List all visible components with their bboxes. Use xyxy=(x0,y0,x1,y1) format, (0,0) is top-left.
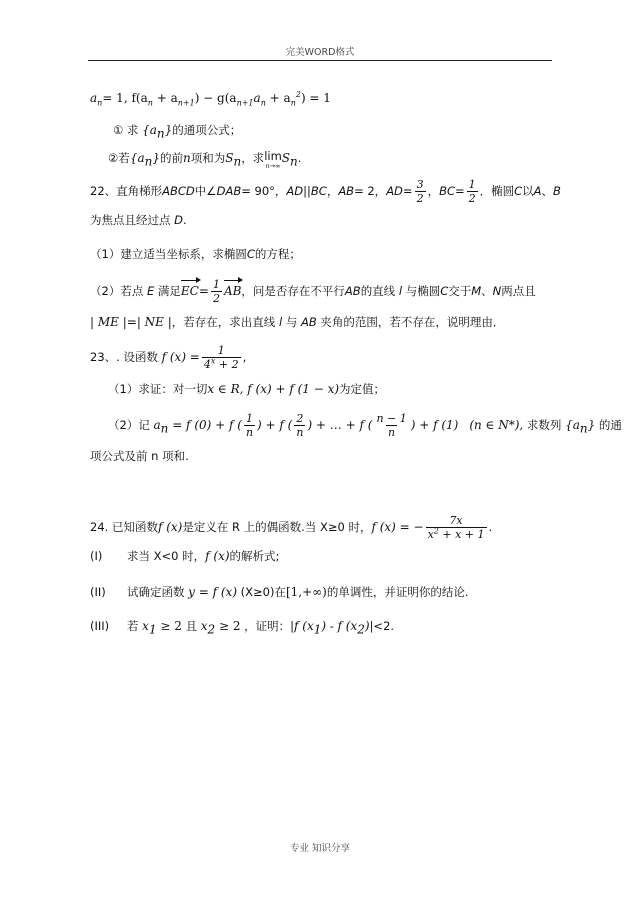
q23-part-1: （1）求证：对一切x ∈ R, f (x) + f (1 − x)为定值； xyxy=(108,382,386,396)
q22-part-2: （2）若点 E 满足EC= $\frac{1}{2}$ AB，问是否存在不平行AB的直线 l 与椭圆C交于M、N两点且 xyxy=(90,278,536,305)
fraction-1-over-4x-plus-2: $\frac{1}{4^x + 2}$ xyxy=(203,344,239,371)
q23-part-2-cont: 项公式及前 n 项和. xyxy=(90,449,189,463)
q24-part-ii: (II) xyxy=(90,585,106,599)
q22-statement: 22、直角梯形ABCD中∠DAB= 90°，AD||BC，AB= 2，AD= $\frac{3}{2}$ ，BC= $\frac{1}{2}$ ．椭圆C以A、B xyxy=(90,178,561,205)
header-rule xyxy=(88,60,552,61)
vector-ec: EC xyxy=(181,281,199,299)
fraction-3-2: $\frac{3}{2}$ xyxy=(416,178,424,205)
q23-part-2: （2）记 $a_n = f$ (0) + f ( $\frac{1}{n}$ ) + f ( $\frac{2}{n}$ ) + … + f ( $\frac{n - 1}{n}$ ) + f (1) (n ∈ N*), 求数列 $\{a_n\}$ 的通 xyxy=(108,412,622,439)
q24-statement: 24. 已知函数f (x)是定义在 R 上的偶函数.当 X≥0 时，f (x) = − $\frac{7x}{x^2 + x + 1}$ . xyxy=(90,514,493,541)
q24-part-i-text: 求当 X<0 时，f (x)的解析式; xyxy=(127,549,280,563)
q23-statement: 23、. 设函数 f (x) = $\frac{1}{4^x + 2}$ , xyxy=(90,344,247,371)
q24-part-iii-text: 若 $x_1 \ge 2$ 且 $x_2 \ge 2$ ，证明：|f $(x_1)$ - f $(x_2)|<2$. xyxy=(127,619,395,637)
q21-condition: $a_n= 1$, $f(a_n + a_{n+1}) - g(a_{n+1}a_n + a_n^2) = 1$ xyxy=(90,90,331,108)
q22-part-2-cont: | ME |=| NE |，若存在，求出直线 l 与 AB 夹角的范围，若不存在，说明理由． xyxy=(90,315,505,329)
q22-statement-cont: 为焦点且经过点 D. xyxy=(90,213,187,227)
fraction-7x: $\frac{7x}{x^2 + x + 1}$ xyxy=(427,514,485,541)
q24-part-ii-text: 试确定函数 y = f (x) (X≥0)在[1,+∞)的单调性，并证明你的结论. xyxy=(127,585,469,599)
q21-part-2: ②若$\{a_n\}$的前n项和为$S_n$，求 lim n→∞ $S_n$. xyxy=(108,149,302,170)
page-footer: 专业 知识分享 xyxy=(289,843,351,854)
q24-part-iii: (III) xyxy=(90,619,110,633)
q22-part-1: （1）建立适当坐标系，求椭圆C的方程； xyxy=(90,247,301,261)
page-header: 完美WORD格式 xyxy=(285,47,355,58)
fraction-1-2: $\frac{1}{2}$ xyxy=(468,178,476,205)
vector-ab: AB xyxy=(224,281,241,299)
q21-part-1: ① 求 $\{a_n\}$的通项公式； xyxy=(113,123,242,141)
fraction-1-2-vector: $\frac{1}{2}$ xyxy=(212,278,220,305)
q24-part-i: (I) xyxy=(90,549,103,563)
